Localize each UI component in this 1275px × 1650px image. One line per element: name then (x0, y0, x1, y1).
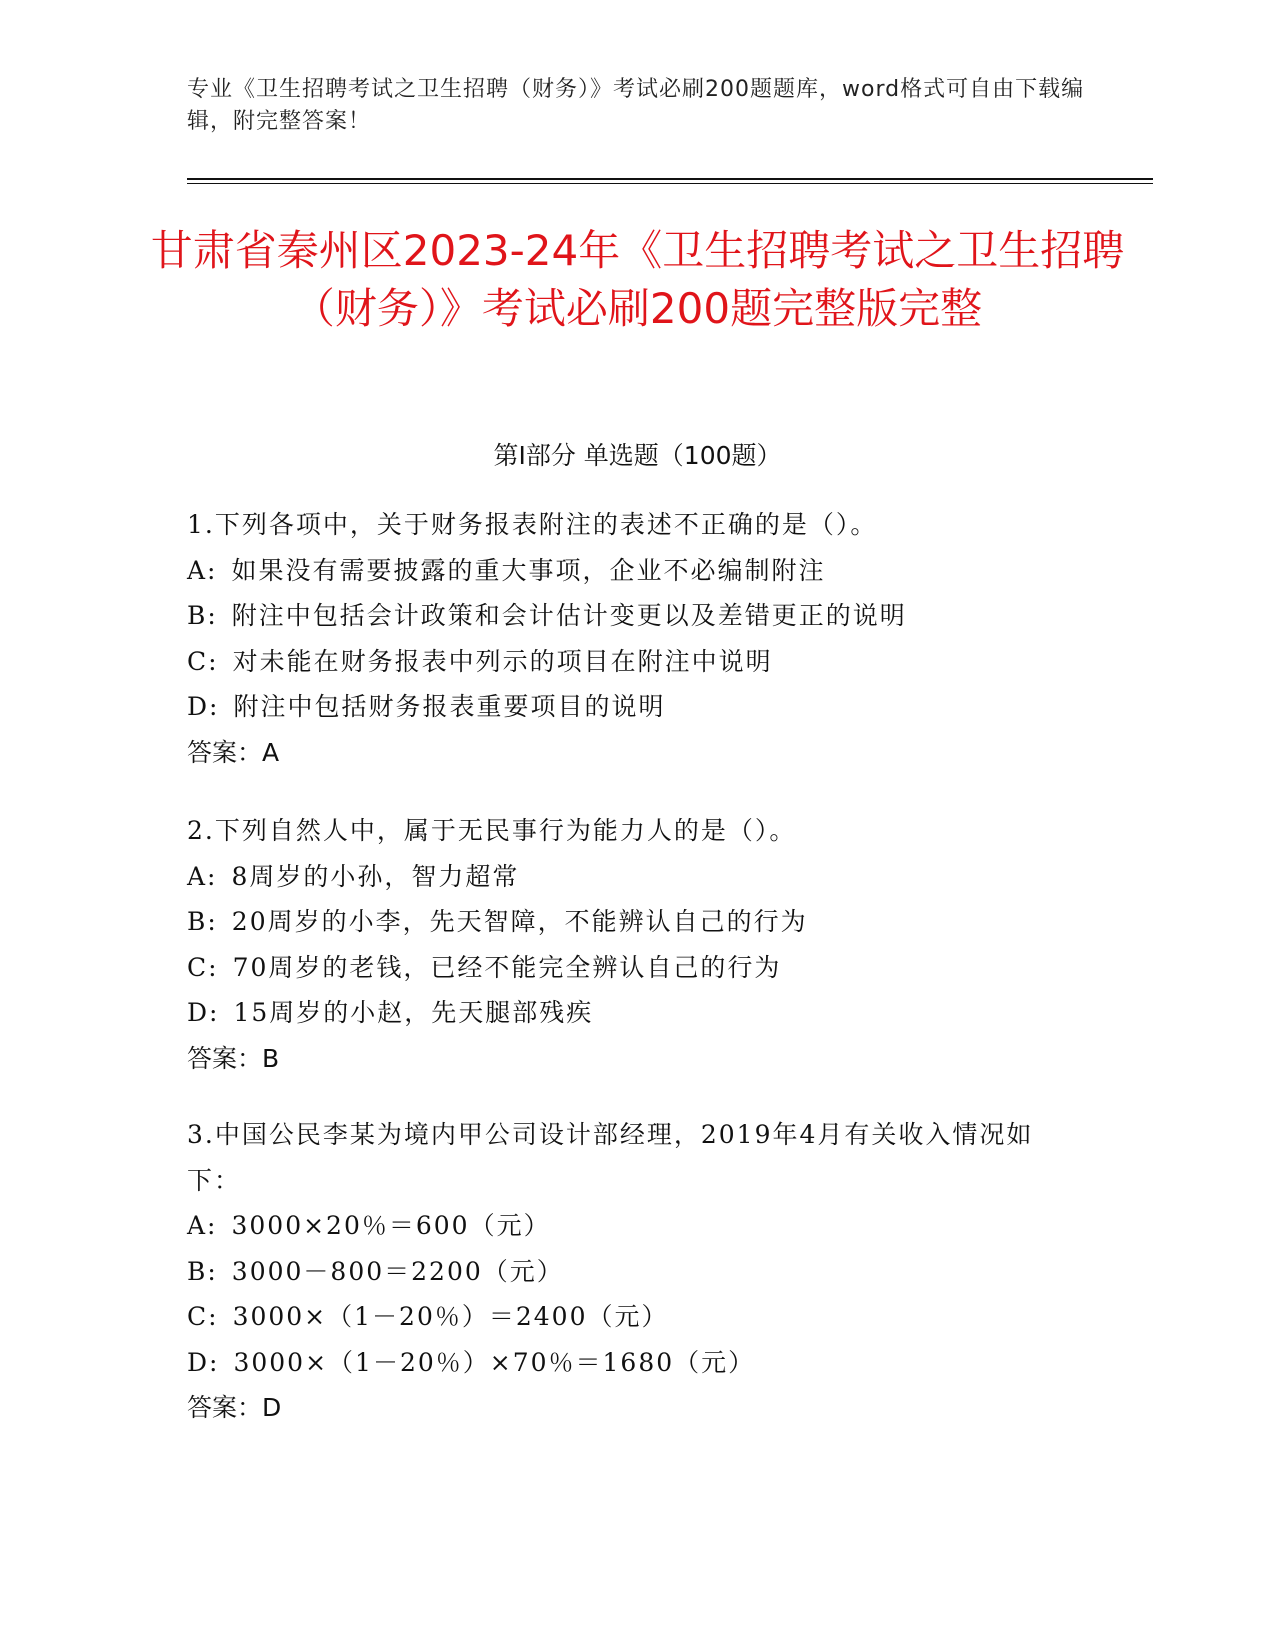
option-d (187, 684, 1067, 730)
answer-line: 答案：D (187, 1393, 282, 1422)
answer-line: 答案：B (187, 1043, 280, 1073)
option-c (187, 1294, 1037, 1340)
option-text: 附注中包括会计政策和会计估计变更以及差错更正的说明 (231, 601, 907, 630)
option-text: 3000－800＝2200（元） (231, 1256, 564, 1286)
option-label: D: (187, 692, 220, 721)
option-b (187, 593, 1067, 639)
option-b (187, 1249, 1037, 1295)
option-label: B: (187, 1256, 218, 1286)
option-text: 3000×20％＝600（元） (231, 1211, 551, 1240)
question-2 (187, 808, 1067, 1081)
option-label: C: (187, 1302, 219, 1331)
option-text: 3000×（1－20％）＝2400（元） (232, 1302, 669, 1331)
option-label: C: (187, 952, 219, 982)
option-label: A: (187, 861, 218, 891)
option-text: 15周岁的小赵，先天腿部残疾 (233, 998, 594, 1027)
option-a (187, 1203, 1037, 1249)
option-d (187, 1340, 1037, 1386)
header-rule-thin (187, 183, 1153, 184)
question-stem: 1.下列各项中，关于财务报表附注的表述不正确的是（）。 (187, 510, 878, 539)
question-stem: 2.下列自然人中，属于无民事行为能力人的是（）。 (187, 816, 797, 845)
option-label: C: (187, 646, 219, 676)
option-c (187, 639, 1067, 685)
option-b (187, 899, 1067, 945)
option-a (187, 854, 1067, 900)
document-title: 甘肃省秦州区2023-24年《卫生招聘考试之卫生招聘（财务）》考试必刷200题完整版完整 (150, 226, 1125, 333)
option-a (187, 548, 1067, 594)
option-text: 附注中包括财务报表重要项目的说明 (233, 692, 666, 721)
section-heading: 第Ⅰ部分 单选题（100题） (493, 441, 782, 470)
option-label: B: (187, 601, 218, 630)
option-text: 如果没有需要披露的重大事项，企业不必编制附注 (231, 555, 826, 585)
option-label: D: (187, 1347, 220, 1377)
option-c (187, 945, 1067, 991)
option-text: 20周岁的小李，先天智障，不能辨认自己的行为 (231, 907, 808, 936)
option-text: 8周岁的小孙，智力超常 (231, 861, 520, 891)
question-1 (187, 502, 1067, 775)
option-label: B: (187, 907, 218, 936)
option-text: 对未能在财务报表中列示的项目在附注中说明 (232, 646, 773, 676)
question-stem: 3.中国公民李某为境内甲公司设计部经理，2019年4月有关收入情况如下： (187, 1120, 1034, 1195)
option-label: A: (187, 1211, 218, 1240)
option-text: 3000×（1－20％）×70％＝1680（元） (233, 1347, 756, 1377)
header-note: 专业《卫生招聘考试之卫生招聘（财务）》考试必刷200题题库，word格式可自由下载编辑，附完整答案！ (187, 77, 1085, 134)
option-label: A: (187, 555, 218, 585)
question-3 (187, 1112, 1037, 1431)
option-text: 70周岁的老钱，已经不能完全辨认自己的行为 (232, 952, 782, 982)
header-rule-thick (187, 178, 1153, 180)
answer-line: 答案：A (187, 737, 280, 767)
option-label: D: (187, 998, 220, 1027)
option-d (187, 990, 1067, 1036)
